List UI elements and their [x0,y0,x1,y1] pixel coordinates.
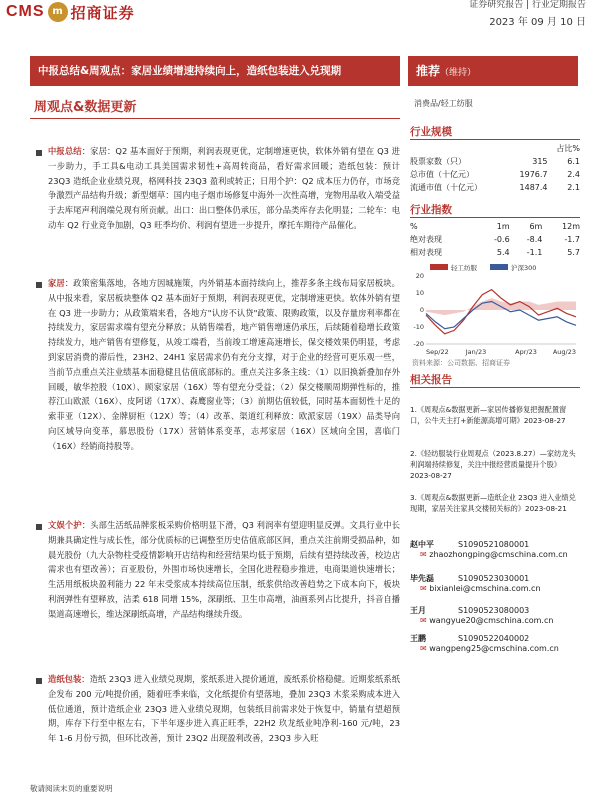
paragraph-paper [48,672,400,776]
email-icon: ✉ [420,584,427,593]
table-row: 流通市值（十亿元） 1487.4 2.1 [410,183,580,192]
industry-scale-title: 行业规模 [410,124,580,140]
author-id: S1090521080001 [458,540,530,549]
author-email[interactable]: bixianlei@cmschina.com.cn [429,584,541,593]
logo-text: CMS [6,3,45,20]
related-item[interactable]: 3.《周观点&数据更新—造纸企业 23Q3 进入业绩兑现期，家居关注家具交楼韧关标的》2023-08-21 [410,493,576,513]
related-item[interactable]: 1.《周观点&数据更新—家居传播修复把握配置窗口，公牛天主打+新能源高增可期》2023-08-27 [410,405,567,425]
author-name: 王月 [410,606,426,615]
x-tick-label: Aug/23 [552,348,576,356]
logo-cn: 招商证券 [70,3,135,22]
paragraph-lead: 家居： [48,278,74,288]
sector-label: 消费品/轻工纺服 [414,99,473,108]
rating-sub: （维持） [440,68,477,78]
bullet-icon [36,678,42,684]
y-tick-label: 0 [419,306,424,314]
report-date: 2023 年 09 月 10 日 [489,17,586,28]
industry-index-title: 行业指数 [410,202,580,218]
industry-index [410,202,580,259]
table-row: 相对表现 5.4 -1.1 5.7 [410,248,580,257]
company-logo [6,2,135,22]
rating-bar [408,56,578,86]
author-id: S1090523030001 [458,574,530,583]
author-block [410,574,541,594]
email-icon: ✉ [420,644,427,653]
logo-mark-icon: m [48,2,68,22]
y-tick-label: 20 [415,272,424,280]
paragraph-text: 家居：Q2 基本面好于预期，利润表现更优，定制增速更快，软体外销有望在 Q3 进一步助力，手工具&电动工具美国需求韧性+高周转商品，看好需求回暖；造纸包装：预计 23Q3 造纸企业业绩兑现，格网科技 23Q3 盈利或转正；日用个护：Q2 成本压力仍存，市场竞争激烈产品结构升级；新型烟草：国内电子烟市场修复中海外一次性高增，宠物用品收入端受益于去库尾声利润端兑现有所贡献。出口：出口整体仍承压，部分品类库存去化明显；二轮车：电动车 Q2 行业竞争加剧，Q3 旺季均价、利润有望进一步提升，摩托车期待产品催化。 [48,146,400,230]
author-email[interactable]: wangpeng25@cmschina.com.cn [429,644,559,653]
table-row: 总市值（十亿元） 1976.7 2.4 [410,170,580,179]
author-email[interactable]: wangyue20@cmschina.com.cn [429,616,554,625]
bullet-icon [36,282,42,288]
table-row: 绝对表现 -0.6 -8.4 -1.7 [410,235,580,244]
author-block [410,540,568,560]
bullet-icon [36,150,42,156]
email-icon: ✉ [420,550,427,559]
table-row: % 1m 6m 12m [410,222,580,231]
footer-note: 敬请阅读末页的重要说明 [30,784,113,793]
legend-label: 沪深300 [511,264,537,272]
paragraph-lead: 文娱个护： [48,520,91,530]
paragraph-text: 造纸 23Q3 进入业绩兑现期，浆纸系进入提价通道，废纸系价格稳健。近期浆纸系纸企发布 200 元/吨提价函，随着旺季来临，文化纸提价有望落地，叠加 23Q3 木浆采购成本进入低位通道，预计造纸企业 23Q3 进入业绩兑现期，包装纸目前需求处于恢复中，销量有望超预期，库存下行至中枢左右，下半年逐步进入真正旺季，22H2 玖龙纸业吨净利-160 元/吨，23 年 1-6 月份亏损，但环比改善，预计 23Q2 出现盈利改善，23Q3 步入旺 [48,674,400,744]
index-chart [410,262,580,356]
author-email[interactable]: zhaozhongping@cmschina.com.cn [429,550,568,559]
paragraph-text: 政策密集落地，各地方因城施策，内外销基本面持续向上，推荐多条主线布局家居板块。从中报来看，家居板块整体 Q2 基本面好于预期，利润表现更优，定制增速更快。软体外销有望在 Q3 进一步助力；从政策端来看，各地方"认房不认贷"政策、限购政策，以及存量房利率都在持续发力，家居需求端有望充分释放；从销售端看，地产销售增速仍承压，后续随着稳增长政策持续发力，地产销售有望修复，从竣工端看，当前竣工增速高速增长，保交楼效果仍明显，考虑到家居消费的滞后性，23H2、24H1 家居需求仍有充分支撑，对于企业的经营可更乐观一些，当前节点重点关注业绩基本面稳健且估值底部标的。重点关注多条主线：（1）以旧换新叠加存外回暖，敏华控股（10X）、顾家家居（16X）等有望充分受益；（2）保交楼顺周期弹性标的，推荐江山欧派（16X）、皮阿诺（17X）、森鹰窗业等；（3）前期估值较低，同时基本面韧性十足的索菲亚（12X）、金牌厨柜（12X）等；（4）改革、渠道红利释放：欧派家居（19X）品类导向向区域导向变革，慕思股份（17X）营销体系变革，志邦家居（16X）区域向全国，喜临门（16X）经销商持股等。 [48,278,400,451]
bullet-icon [36,524,42,530]
section-divider [30,118,400,119]
page-header [0,0,600,34]
related-reports [410,372,580,388]
x-tick-label: Sep/22 [426,348,449,356]
x-tick-label: Apr/23 [515,348,537,356]
author-block [410,606,553,626]
industry-scale [410,124,580,194]
author-block [410,634,559,654]
paragraph-text: 头部生活纸品牌浆板采购价格明显下滑，Q3 利润率有望迎明显反弹。文具行业中长期兼具确定性与成长性，部分优质标的已调整至历史估值底部区间，重点关注前期受损品种，如晨光股份（九大杂物柱受疫情影响开店结构和经营结果均低于预期，后续有望持续改善，校边店需求也有望改善）；百亚股份，外围市场快速增长，全国化进程稳步推进，电商渠道快速增长；生活用纸板块盈利能力 22 年末受浆成本持续高位压制，纸浆供给改善趋势之下成本向下，板块利润弹性有望释放，洁柔 618 同增 15%，深刷纸、卫生巾高增，油画系列占比提升，抖音自播渠道高速增长，维达深刷纸高增，产品结构继续升级。 [48,520,400,619]
author-name: 赵中平 [410,540,434,549]
related-title: 相关报告 [410,372,580,388]
legend-swatch [490,264,508,270]
scale-unit-header: 占比% [556,144,580,153]
paragraph-lead: 造纸包装： [48,674,90,684]
author-id: S1090522040002 [458,634,530,643]
author-id: S1090523080003 [458,606,530,615]
author-name: 王鹏 [410,634,426,643]
paragraph-stationery [48,518,400,666]
related-item[interactable]: 2.《轻纺服装行业周观点（2023.8.27）—家纺龙头利润端持续修复，关注中报经营质量提升个股》2023-08-27 [410,449,576,480]
rating-label: 推荐 [416,64,441,78]
report-title: 中报总结&周观点：家居业绩增速持续向上，造纸包装进入兑现期 [30,56,400,86]
paragraph-summary [48,144,400,270]
report-type: 证券研究报告 | 行业定期报告 [469,0,586,10]
x-tick-label: Jan/23 [465,348,487,356]
y-tick-label: -10 [413,323,424,331]
legend-swatch [430,264,448,270]
author-name: 毕先磊 [410,574,434,583]
y-tick-label: 10 [415,289,424,297]
legend-label: 轻工纺服 [451,264,477,272]
paragraph-home [48,276,400,512]
chart-source: 资料来源：公司数据、招商证券 [412,359,510,367]
section-title: 周观点&数据更新 [34,100,137,115]
paragraph-lead: 中报总结： [48,146,91,156]
y-tick-label: -20 [413,340,424,348]
table-row: 股票家数（只） 315 6.1 [410,157,580,166]
email-icon: ✉ [420,616,427,625]
